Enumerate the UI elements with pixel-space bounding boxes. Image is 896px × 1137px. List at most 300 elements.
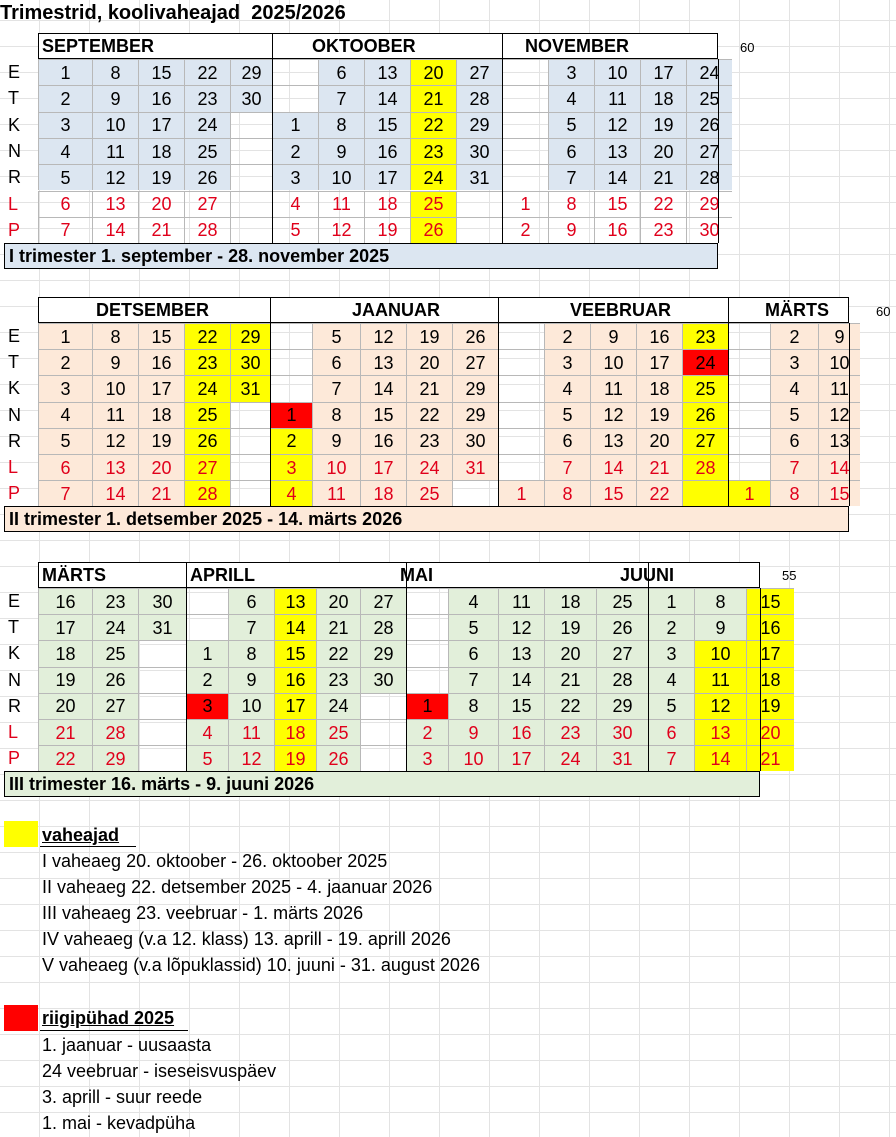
day-cell: 9 bbox=[548, 217, 594, 243]
day-cell: 2 bbox=[272, 138, 318, 164]
day-cell: 22 bbox=[410, 112, 456, 138]
month-label: OKTOOBER bbox=[312, 35, 416, 56]
day-cell: 6 bbox=[448, 640, 498, 666]
day-cell bbox=[360, 719, 406, 745]
day-cell: 8 bbox=[448, 693, 498, 719]
weekday-label: L bbox=[8, 457, 19, 478]
day-cell: 13 bbox=[498, 640, 544, 666]
day-cell: 6 bbox=[38, 454, 92, 480]
day-cell: 16 bbox=[498, 719, 544, 745]
weekday-label: P bbox=[8, 219, 21, 240]
day-cell: 29 bbox=[456, 112, 502, 138]
day-cell: 3 bbox=[270, 454, 312, 480]
day-cell bbox=[230, 454, 270, 480]
day-cell bbox=[456, 191, 502, 217]
day-cell: 31 bbox=[452, 454, 498, 480]
day-cell: 4 bbox=[272, 191, 318, 217]
day-cell: 11 bbox=[590, 375, 636, 401]
trimester-bar: III trimester 16. märts - 9. juuni 2026 bbox=[4, 771, 760, 797]
day-cell: 15 bbox=[138, 323, 184, 349]
month-column-separator bbox=[270, 323, 271, 506]
day-cell: 11 bbox=[594, 85, 640, 111]
day-cell bbox=[728, 454, 770, 480]
day-cell: 10 bbox=[590, 349, 636, 375]
day-cell: 26 bbox=[92, 667, 138, 693]
weekday-label: T bbox=[8, 88, 19, 109]
holiday-item: 1. mai - kevadpüha bbox=[42, 1113, 196, 1133]
day-cell: 7 bbox=[318, 85, 364, 111]
day-cell: 22 bbox=[316, 640, 360, 666]
day-cell: 13 bbox=[92, 191, 138, 217]
day-cell: 17 bbox=[138, 112, 184, 138]
day-cell: 13 bbox=[694, 719, 746, 745]
day-cell: 8 bbox=[548, 191, 594, 217]
day-cell: 24 bbox=[184, 112, 230, 138]
day-cell: 10 bbox=[228, 693, 274, 719]
day-cell bbox=[498, 323, 544, 349]
day-cell: 18 bbox=[544, 588, 596, 614]
day-cell: 15 bbox=[138, 59, 184, 85]
day-cell: 27 bbox=[682, 428, 728, 454]
month-divider bbox=[270, 297, 271, 323]
day-cell: 31 bbox=[138, 614, 186, 640]
day-cell: 23 bbox=[184, 85, 230, 111]
day-cell: 3 bbox=[272, 164, 318, 190]
day-cell: 23 bbox=[640, 217, 686, 243]
day-cell: 15 bbox=[498, 693, 544, 719]
day-cell: 27 bbox=[452, 349, 498, 375]
day-cell bbox=[230, 112, 272, 138]
day-cell: 19 bbox=[274, 745, 316, 771]
day-cell: 29 bbox=[230, 59, 272, 85]
day-cell: 16 bbox=[636, 323, 682, 349]
day-cell: 5 bbox=[544, 402, 590, 428]
day-cell: 22 bbox=[640, 191, 686, 217]
day-cell: 9 bbox=[590, 323, 636, 349]
month-divider bbox=[272, 33, 273, 59]
day-cell bbox=[230, 164, 272, 190]
day-cell: 27 bbox=[456, 59, 502, 85]
day-cell: 21 bbox=[316, 614, 360, 640]
day-cell: 14 bbox=[274, 614, 316, 640]
day-cell bbox=[270, 323, 312, 349]
day-cell: 5 bbox=[770, 402, 818, 428]
day-cell: 13 bbox=[360, 349, 406, 375]
day-cell: 12 bbox=[498, 614, 544, 640]
day-cell bbox=[406, 667, 448, 693]
day-cell: 15 bbox=[360, 402, 406, 428]
day-cell: 21 bbox=[544, 667, 596, 693]
day-cell bbox=[270, 375, 312, 401]
day-cell: 20 bbox=[316, 588, 360, 614]
day-cell: 24 bbox=[544, 745, 596, 771]
day-cell: 3 bbox=[38, 375, 92, 401]
day-cell: 8 bbox=[312, 402, 360, 428]
day-cell: 3 bbox=[544, 349, 590, 375]
day-cell: 18 bbox=[636, 375, 682, 401]
weekday-label: T bbox=[8, 352, 19, 373]
day-cell: 7 bbox=[38, 480, 92, 506]
day-cell: 23 bbox=[682, 323, 728, 349]
day-cell: 20 bbox=[544, 640, 596, 666]
day-cell bbox=[498, 454, 544, 480]
day-cell: 16 bbox=[138, 349, 184, 375]
day-cell: 19 bbox=[38, 667, 92, 693]
day-cell: 5 bbox=[312, 323, 360, 349]
weekday-label: E bbox=[8, 62, 21, 83]
day-cell: 2 bbox=[270, 428, 312, 454]
weekday-label: T bbox=[8, 617, 19, 638]
day-cell: 18 bbox=[38, 640, 92, 666]
day-cell bbox=[186, 588, 228, 614]
day-cell bbox=[230, 217, 272, 243]
day-cell: 14 bbox=[92, 217, 138, 243]
day-cell: 9 bbox=[818, 323, 860, 349]
day-cell: 18 bbox=[138, 402, 184, 428]
day-cell: 15 bbox=[274, 640, 316, 666]
day-cell: 21 bbox=[410, 85, 456, 111]
day-cell: 9 bbox=[92, 85, 138, 111]
day-cell: 13 bbox=[92, 454, 138, 480]
day-cell: 6 bbox=[228, 588, 274, 614]
day-cell: 16 bbox=[38, 588, 92, 614]
day-cell bbox=[138, 719, 186, 745]
day-cell: 11 bbox=[228, 719, 274, 745]
day-cell: 24 bbox=[686, 59, 732, 85]
day-cell: 14 bbox=[360, 375, 406, 401]
day-cell: 9 bbox=[318, 138, 364, 164]
day-cell: 16 bbox=[138, 85, 184, 111]
day-cell bbox=[406, 614, 448, 640]
day-cell: 7 bbox=[544, 454, 590, 480]
day-cell: 7 bbox=[648, 745, 694, 771]
day-cell: 26 bbox=[184, 164, 230, 190]
day-cell: 11 bbox=[92, 138, 138, 164]
day-cell: 6 bbox=[548, 138, 594, 164]
day-cell bbox=[138, 745, 186, 771]
day-cell: 13 bbox=[274, 588, 316, 614]
day-cell: 2 bbox=[186, 667, 228, 693]
month-label: APRILL bbox=[190, 564, 255, 585]
day-cell: 8 bbox=[694, 588, 746, 614]
weekday-label: R bbox=[8, 430, 21, 451]
day-cell: 1 bbox=[728, 480, 770, 506]
day-cell bbox=[502, 59, 548, 85]
day-cell: 14 bbox=[694, 745, 746, 771]
day-cell: 4 bbox=[38, 402, 92, 428]
day-cell: 4 bbox=[448, 588, 498, 614]
day-cell: 15 bbox=[364, 112, 410, 138]
trimester-bar: II trimester 1. detsember 2025 - 14. märts 2026 bbox=[4, 506, 849, 532]
day-cell: 31 bbox=[596, 745, 648, 771]
day-cell bbox=[272, 59, 318, 85]
day-cell: 12 bbox=[228, 745, 274, 771]
day-cell: 17 bbox=[498, 745, 544, 771]
day-cell bbox=[502, 112, 548, 138]
day-cell: 21 bbox=[138, 480, 184, 506]
day-cell: 18 bbox=[138, 138, 184, 164]
day-cell: 1 bbox=[406, 693, 448, 719]
day-cell: 16 bbox=[364, 138, 410, 164]
day-cell: 28 bbox=[456, 85, 502, 111]
day-cell: 20 bbox=[38, 693, 92, 719]
day-cell: 12 bbox=[360, 323, 406, 349]
day-cell: 8 bbox=[770, 480, 818, 506]
day-cell: 10 bbox=[92, 112, 138, 138]
month-label: NOVEMBER bbox=[525, 35, 630, 56]
day-cell: 2 bbox=[38, 349, 92, 375]
day-cell: 23 bbox=[316, 667, 360, 693]
day-cell: 30 bbox=[360, 667, 406, 693]
day-cell: 2 bbox=[502, 217, 548, 243]
grid-right-border bbox=[718, 59, 719, 243]
day-cell: 26 bbox=[686, 112, 732, 138]
day-cell: 12 bbox=[818, 402, 860, 428]
day-cell: 16 bbox=[746, 614, 794, 640]
vacation-item: IV vaheaeg (v.a 12. klass) 13. aprill - 19. aprill 2026 bbox=[42, 929, 451, 949]
day-cell bbox=[502, 138, 548, 164]
day-cell: 25 bbox=[686, 85, 732, 111]
day-cell: 24 bbox=[410, 164, 456, 190]
day-cell bbox=[498, 402, 544, 428]
day-cell: 29 bbox=[686, 191, 732, 217]
day-cell: 3 bbox=[38, 112, 92, 138]
day-cell: 29 bbox=[452, 402, 498, 428]
day-cell bbox=[138, 640, 186, 666]
month-label: JAANUAR bbox=[352, 299, 441, 320]
day-cell: 24 bbox=[682, 349, 728, 375]
day-cell: 6 bbox=[648, 719, 694, 745]
month-label: DETSEMBER bbox=[96, 299, 210, 320]
day-cell: 27 bbox=[184, 454, 230, 480]
day-cell: 27 bbox=[92, 693, 138, 719]
day-cell: 17 bbox=[274, 693, 316, 719]
day-cell: 11 bbox=[312, 480, 360, 506]
day-cell: 26 bbox=[184, 428, 230, 454]
day-cell: 1 bbox=[272, 112, 318, 138]
day-cell: 9 bbox=[228, 667, 274, 693]
day-cell bbox=[186, 614, 228, 640]
day-cell: 30 bbox=[456, 138, 502, 164]
day-cell: 13 bbox=[818, 428, 860, 454]
month-label: MÄRTS bbox=[42, 564, 106, 585]
weekday-label: P bbox=[8, 748, 21, 769]
day-cell bbox=[502, 85, 548, 111]
day-cell bbox=[728, 402, 770, 428]
day-cell: 7 bbox=[448, 667, 498, 693]
day-cell: 12 bbox=[590, 402, 636, 428]
day-cell bbox=[728, 323, 770, 349]
day-cell: 29 bbox=[92, 745, 138, 771]
day-cell: 20 bbox=[138, 454, 184, 480]
day-cell: 17 bbox=[364, 164, 410, 190]
day-cell: 28 bbox=[686, 164, 732, 190]
day-cell: 19 bbox=[364, 217, 410, 243]
day-cell: 23 bbox=[544, 719, 596, 745]
month-column-separator bbox=[406, 588, 407, 771]
day-cell: 1 bbox=[38, 323, 92, 349]
day-cell: 5 bbox=[448, 614, 498, 640]
day-cell: 23 bbox=[410, 138, 456, 164]
month-label: MAI bbox=[400, 564, 433, 585]
weekday-label: P bbox=[8, 483, 21, 504]
day-cell: 30 bbox=[230, 85, 272, 111]
day-cell: 5 bbox=[38, 164, 92, 190]
day-cell bbox=[682, 480, 728, 506]
day-cell: 2 bbox=[770, 323, 818, 349]
day-cell: 5 bbox=[648, 693, 694, 719]
day-cell: 13 bbox=[594, 138, 640, 164]
weekday-label: N bbox=[8, 141, 21, 162]
vacation-item: III vaheaeg 23. veebruar - 1. märts 2026 bbox=[42, 903, 364, 923]
day-cell: 13 bbox=[590, 428, 636, 454]
day-cell: 27 bbox=[686, 138, 732, 164]
day-cell: 25 bbox=[184, 402, 230, 428]
day-cell: 22 bbox=[184, 59, 230, 85]
day-cell: 27 bbox=[360, 588, 406, 614]
day-cell: 30 bbox=[686, 217, 732, 243]
day-cell: 25 bbox=[682, 375, 728, 401]
day-cell: 19 bbox=[406, 323, 452, 349]
holiday-item: 24 veebruar - iseseisvuspäev bbox=[42, 1061, 277, 1081]
day-cell: 2 bbox=[406, 719, 448, 745]
day-cell: 22 bbox=[406, 402, 452, 428]
weekday-label: K bbox=[8, 643, 21, 664]
day-cell bbox=[230, 191, 272, 217]
day-cell: 12 bbox=[92, 164, 138, 190]
holiday-color-swatch bbox=[4, 1005, 38, 1031]
day-cell: 25 bbox=[596, 588, 648, 614]
day-cell: 4 bbox=[648, 667, 694, 693]
holidays-heading-underline bbox=[40, 1030, 188, 1031]
weekday-label: E bbox=[8, 326, 21, 347]
day-cell: 18 bbox=[364, 191, 410, 217]
day-cell: 3 bbox=[548, 59, 594, 85]
day-cell: 15 bbox=[590, 480, 636, 506]
day-cell bbox=[230, 428, 270, 454]
grid-right-border bbox=[760, 588, 761, 771]
day-cell: 11 bbox=[92, 402, 138, 428]
day-cell: 26 bbox=[316, 745, 360, 771]
month-column-separator bbox=[498, 323, 499, 506]
weekday-label: R bbox=[8, 167, 21, 188]
day-cell: 21 bbox=[38, 719, 92, 745]
day-cell: 6 bbox=[544, 428, 590, 454]
day-cell: 10 bbox=[312, 454, 360, 480]
day-cell: 1 bbox=[648, 588, 694, 614]
side-count: 60 bbox=[740, 40, 755, 55]
day-cell: 10 bbox=[92, 375, 138, 401]
month-column-separator bbox=[186, 588, 187, 771]
day-cell: 29 bbox=[360, 640, 406, 666]
side-count: 60 bbox=[876, 304, 891, 319]
weekday-label: N bbox=[8, 669, 21, 690]
day-cell: 15 bbox=[594, 191, 640, 217]
day-cell: 29 bbox=[230, 323, 270, 349]
day-cell: 29 bbox=[452, 375, 498, 401]
day-cell: 9 bbox=[694, 614, 746, 640]
day-cell: 11 bbox=[694, 667, 746, 693]
day-cell: 4 bbox=[38, 138, 92, 164]
day-cell: 10 bbox=[694, 640, 746, 666]
day-cell: 24 bbox=[92, 614, 138, 640]
day-cell: 24 bbox=[406, 454, 452, 480]
day-cell: 26 bbox=[596, 614, 648, 640]
side-count: 55 bbox=[782, 568, 797, 583]
day-cell bbox=[138, 667, 186, 693]
day-cell: 9 bbox=[312, 428, 360, 454]
day-cell: 14 bbox=[364, 85, 410, 111]
day-cell: 24 bbox=[316, 693, 360, 719]
day-cell: 4 bbox=[770, 375, 818, 401]
day-cell: 21 bbox=[746, 745, 794, 771]
day-cell: 8 bbox=[318, 112, 364, 138]
day-cell: 19 bbox=[138, 164, 184, 190]
day-cell: 27 bbox=[596, 640, 648, 666]
day-cell bbox=[728, 349, 770, 375]
day-cell: 2 bbox=[38, 85, 92, 111]
day-cell bbox=[502, 164, 548, 190]
day-cell: 10 bbox=[594, 59, 640, 85]
day-cell: 16 bbox=[274, 667, 316, 693]
weekday-label: R bbox=[8, 695, 21, 716]
day-cell: 14 bbox=[818, 454, 860, 480]
day-cell: 1 bbox=[186, 640, 228, 666]
day-cell: 11 bbox=[818, 375, 860, 401]
day-cell: 17 bbox=[38, 614, 92, 640]
day-cell: 7 bbox=[38, 217, 92, 243]
month-label: MÄRTS bbox=[765, 299, 829, 320]
day-cell: 1 bbox=[498, 480, 544, 506]
day-cell: 2 bbox=[648, 614, 694, 640]
weekday-label: N bbox=[8, 404, 21, 425]
day-cell: 22 bbox=[544, 693, 596, 719]
month-divider bbox=[498, 297, 499, 323]
vacations-heading-underline bbox=[40, 846, 136, 847]
weekday-label: K bbox=[8, 114, 21, 135]
holiday-item: 1. jaanuar - uusaasta bbox=[42, 1035, 212, 1055]
day-cell bbox=[498, 428, 544, 454]
vacation-item: I vaheaeg 20. oktoober - 26. oktoober 2025 bbox=[42, 851, 388, 871]
day-cell: 18 bbox=[274, 719, 316, 745]
day-cell: 18 bbox=[746, 667, 794, 693]
day-cell: 30 bbox=[138, 588, 186, 614]
day-cell: 8 bbox=[92, 59, 138, 85]
day-cell: 4 bbox=[548, 85, 594, 111]
day-cell: 5 bbox=[548, 112, 594, 138]
day-cell: 25 bbox=[184, 138, 230, 164]
day-cell: 20 bbox=[410, 59, 456, 85]
day-cell: 19 bbox=[746, 693, 794, 719]
day-cell: 5 bbox=[186, 745, 228, 771]
day-cell: 4 bbox=[270, 480, 312, 506]
day-cell bbox=[272, 85, 318, 111]
day-cell bbox=[728, 375, 770, 401]
trimester-bar: I trimester 1. september - 28. november 2025 bbox=[4, 243, 718, 269]
weekday-label: L bbox=[8, 193, 19, 214]
day-cell: 15 bbox=[746, 588, 794, 614]
day-cell: 28 bbox=[682, 454, 728, 480]
day-cell: 25 bbox=[92, 640, 138, 666]
grid-right-border bbox=[849, 323, 850, 506]
day-cell: 19 bbox=[138, 428, 184, 454]
day-cell bbox=[498, 375, 544, 401]
weekday-label: K bbox=[8, 378, 21, 399]
day-cell: 3 bbox=[648, 640, 694, 666]
day-cell: 6 bbox=[38, 191, 92, 217]
day-cell bbox=[728, 428, 770, 454]
day-cell: 22 bbox=[184, 323, 230, 349]
